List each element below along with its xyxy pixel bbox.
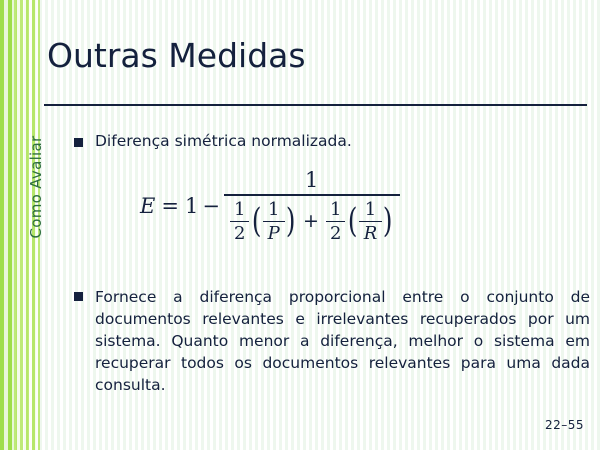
bullet-item-2 bbox=[74, 286, 590, 396]
formula-coefficient-b-denominator: 2 bbox=[329, 222, 342, 244]
formula-main-numerator: 1 bbox=[305, 168, 319, 192]
formula-inner-fraction-recall bbox=[359, 199, 383, 244]
formula-equals: = bbox=[161, 193, 179, 218]
formula-inner-a-denominator: P bbox=[267, 222, 280, 244]
formula-one: 1 bbox=[184, 193, 199, 218]
formula-inner-fraction-precision bbox=[263, 199, 285, 244]
sidebar-vertical-label: Como Avaliar bbox=[27, 135, 45, 239]
formula-coefficient-a bbox=[230, 199, 249, 244]
formula-plus: + bbox=[303, 210, 319, 233]
formula-variable: E bbox=[140, 193, 156, 218]
formula-minus: − bbox=[202, 193, 220, 218]
formula-main-fraction bbox=[224, 168, 400, 244]
formula-coefficient-b-numerator: 1 bbox=[329, 198, 342, 220]
formula-paren-close-b: ) bbox=[383, 200, 393, 241]
formula-paren-open-a: ( bbox=[252, 200, 262, 241]
bullet-marker-icon bbox=[74, 292, 83, 301]
formula-inner-b-numerator: 1 bbox=[364, 198, 377, 220]
formula-paren-open-b: ( bbox=[348, 200, 358, 241]
formula-inner-a-numerator: 1 bbox=[267, 198, 280, 220]
bullet-item-1 bbox=[74, 132, 584, 151]
formula-coefficient-a-numerator: 1 bbox=[233, 198, 246, 220]
formula-coefficient-b bbox=[326, 199, 345, 244]
title-divider bbox=[44, 104, 587, 106]
page-title: Outras Medidas bbox=[47, 36, 306, 75]
bullet-marker-icon bbox=[74, 138, 83, 147]
formula-inner-b-denominator: R bbox=[363, 222, 378, 244]
formula-coefficient-a-denominator: 2 bbox=[233, 222, 246, 244]
bullet-item-1-text: Diferença simétrica normalizada. bbox=[95, 132, 352, 150]
formula-main-denominator bbox=[224, 196, 400, 244]
page-number: 22–55 bbox=[544, 418, 584, 432]
formula-normalized-symmetric-difference bbox=[140, 168, 400, 244]
formula-paren-close-a: ) bbox=[285, 200, 296, 241]
bullet-item-2-text: Fornece a diferença proporcional entre o conjunto de documentos relevantes e irrelevantes recuperados por um sistema. Quanto menor a diferença, melhor o sistema em recuperar todos os documentos relevantes para uma dada consulta. bbox=[95, 288, 590, 394]
